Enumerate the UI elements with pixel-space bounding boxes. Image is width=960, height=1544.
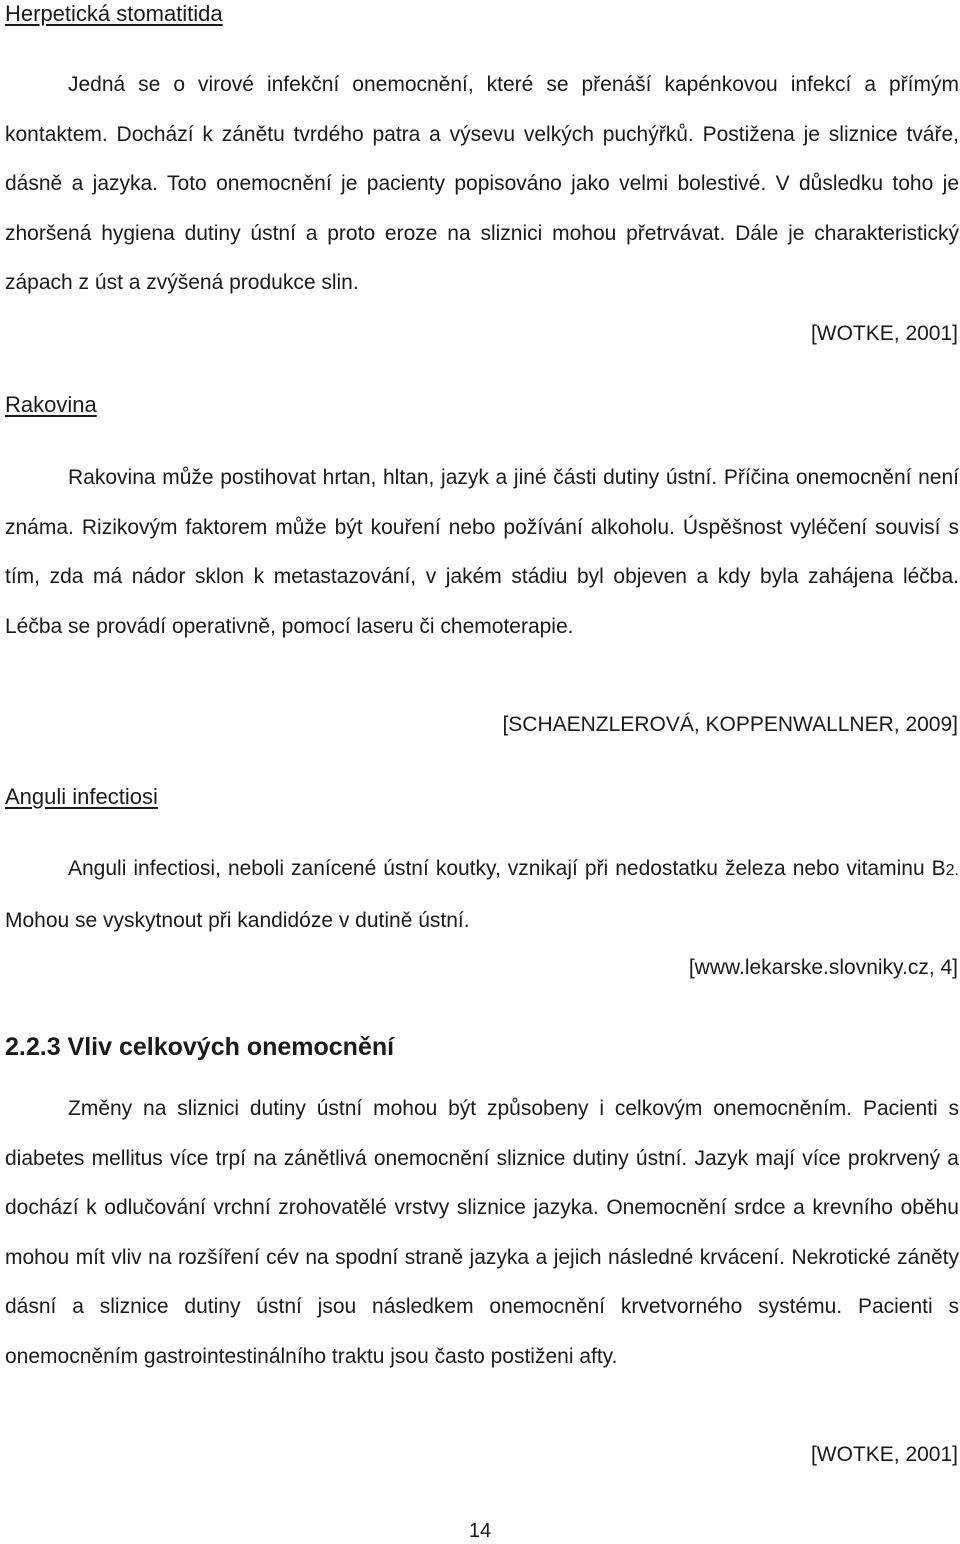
section-heading-herpetic-stomatitis: Herpetická stomatitida [5, 1, 223, 26]
section-paragraph-anguli-infectiosi [5, 844, 959, 945]
citation-wotke-2: [WOTKE, 2001] [810, 1443, 958, 1466]
section-paragraph-cancer: Rakovina může postihovat hrtan, hltan, jazyk a jiné části dutiny ústní. Příčina onemocnění není známa. Rizikovým faktorem může být kouření nebo požívání alkoholu. Úspěšnost vyléčení souvisí s tím, zda má nádor sklon k metastazování, v jakém stádiu byl objeven a kdy byla zahájena léčba. Léčba se provádí operativně, pomocí laseru či chemoterapie. [5, 466, 959, 638]
chapter-title: 2.2.3 Vliv celkových onemocnění [5, 1033, 395, 1061]
section-heading-cancer: Rakovina [5, 392, 97, 417]
chapter-paragraph: Změny na sliznici dutiny ústní mohou být způsobeny i celkovým onemocněním. Pacienti s diabetes mellitus více trpí na zánětlivá onemocnění sliznice dutiny ústní. Jazyk mají více prokrvený a dochází k odlučování vrchní zrohovatělé vrstvy sliznice jazyka. Onemocnění srdce a krevního oběhu mohou mít vliv na rozšíření cév na spodní straně jazyka a jejich následné krvácení. Nekrotické záněty dásní a sliznice dutiny ústní jsou následkem onemocnění krvetvorného systému. Pacienti s onemocněním gastrointestinálního traktu jsou často postiženi afty. [5, 1097, 959, 1368]
paragraph-text-part: Mohou se vyskytnout při kandidóze v dutině ústní. [5, 908, 470, 932]
page-number: 14 [468, 1520, 492, 1542]
citation-schaenzlerova: [SCHAENZLEROVÁ, KOPPENWALLNER, 2009] [502, 713, 958, 736]
section-heading-anguli-infectiosi: Anguli infectiosi [5, 784, 158, 809]
paragraph-text-part: Anguli infectiosi, neboli zanícené ústní koutky, vznikají při nedostatku železa nebo vitaminu B [68, 857, 946, 880]
citation-wotke-1: [WOTKE, 2001] [810, 322, 958, 345]
citation-lekarske-slovniky: [www.lekarske.slovniky.cz, 4] [688, 956, 958, 979]
section-paragraph-herpetic-stomatitis: Jedná se o virové infekční onemocnění, které se přenáší kapénkovou infekcí a přímým kontaktem. Dochází k zánětu tvrdého patra a výsevu velkých puchýřků. Postižena je sliznice tváře, dásně a jazyka. Toto onemocnění je pacienty popisováno jako velmi bolestivé. V důsledku toho je zhoršená hygiena dutiny ústní a proto eroze na sliznici mohou přetrvávat. Dále je charakteristický zápach z úst a zvýšená produkce slin. [5, 73, 959, 295]
vitamin-subscript: 2. [945, 862, 959, 879]
